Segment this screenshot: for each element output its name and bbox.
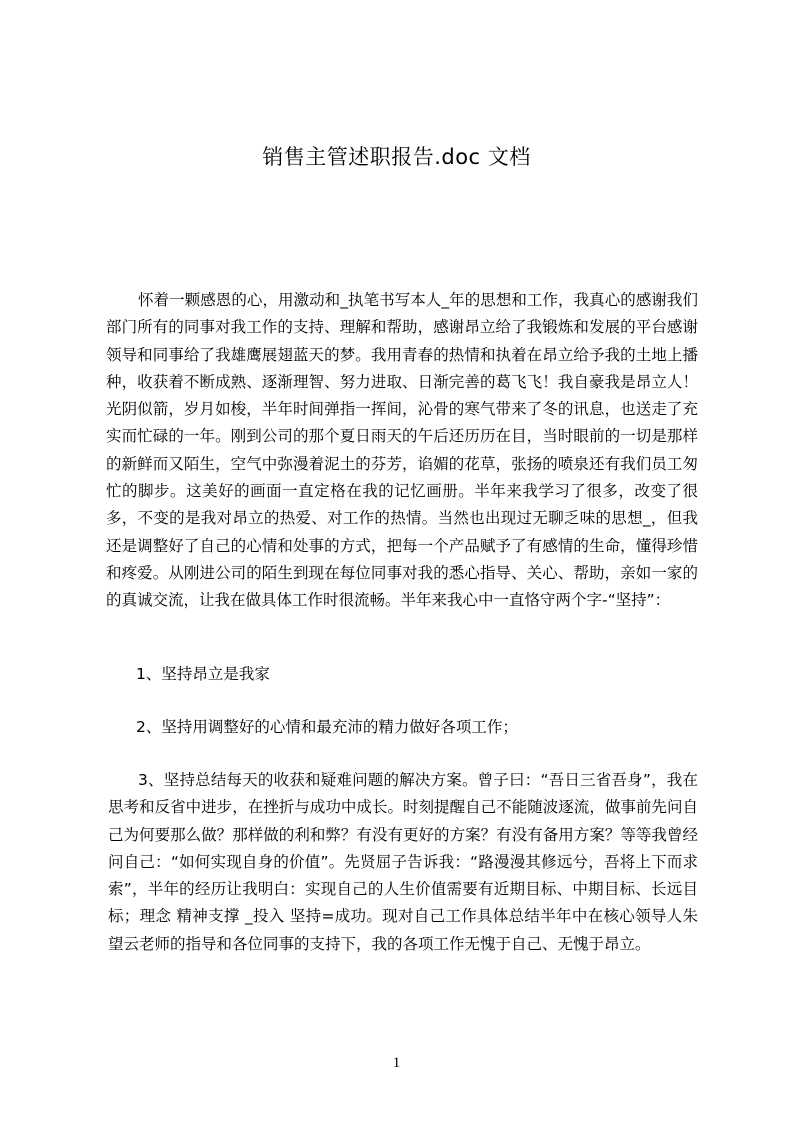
list-item-1: 1、坚持昂立是我家 xyxy=(136,665,270,683)
list-item-3-paragraph: 3、坚持总结每天的收获和疑难问题的解决方案。曾子曰：“吾日三省吾身”，我在思考和反省中进步，在挫折与成功中成长。时刻提醒自己不能随波逐流，做事前先问自己为何要那么做？那样做的利和弊？有没有更好的方案？有没有备用方案？等等我曾经问自己：“如何实现自身的价值”。先贤屈子告诉我：“路漫漫其修远兮，吾将上下而求索”，半年的经历让我明白：实现自己的人生价值需要有近期目标、中期目标、长远目标；理念 精神支撑 _投入 坚持=成功。现对自己工作具体总结半年中在核心领导人朱望云老师的指导和各位同事的支持下，我的各项工作无愧于自己、无愧于昂立。 xyxy=(108,771,698,953)
list-item-2: 2、坚持用调整好的心情和最充沛的精力做好各项工作； xyxy=(136,718,518,736)
document-title: 销售主管述职报告.doc 文档 xyxy=(262,145,531,169)
intro-paragraph: 怀着一颗感恩的心，用激动和_执笔书写本人_年的思想和工作，我真心的感谢我们部门所有的同事对我工作的支持、理解和帮助，感谢昂立给了我锻炼和发展的平台感谢领导和同事给了我雄鹰展翅蓝天的梦。我用青春的热情和执着在昂立给予我的土地上播种，收获着不断成熟、逐渐理智、努力进取、日渐完善的葛飞飞！我自豪我是昂立人！光阴似箭，岁月如梭，半年时间弹指一挥间，沁骨的寒气带来了冬的讯息，也送走了充实而忙碌的一年。刚到公司的那个夏日雨天的午后还历历在目，当时眼前的一切是那样的新鲜而又陌生，空气中弥漫着泥土的芬芳，谄媚的花草，张扬的喷泉还有我们员工匆忙的脚步。这美好的画面一直定格在我的记忆画册。半年来我学习了很多，改变了很多，不变的是我对昂立的热爱、对工作的热情。当然也出现过无聊乏味的思想_，但我还是调整好了自己的心情和处事的方式，把每一个产品赋予了有感情的生命，懂得珍惜和疼爱。从刚进公司的陌生到现在每位同事对我的悉心指导、关心、帮助，亲如一家的的真诚交流，让我在做具体工作时很流畅。半年来我心中一直恪守两个字-“坚持”： xyxy=(106,291,698,610)
page-number: 1 xyxy=(392,1055,401,1071)
